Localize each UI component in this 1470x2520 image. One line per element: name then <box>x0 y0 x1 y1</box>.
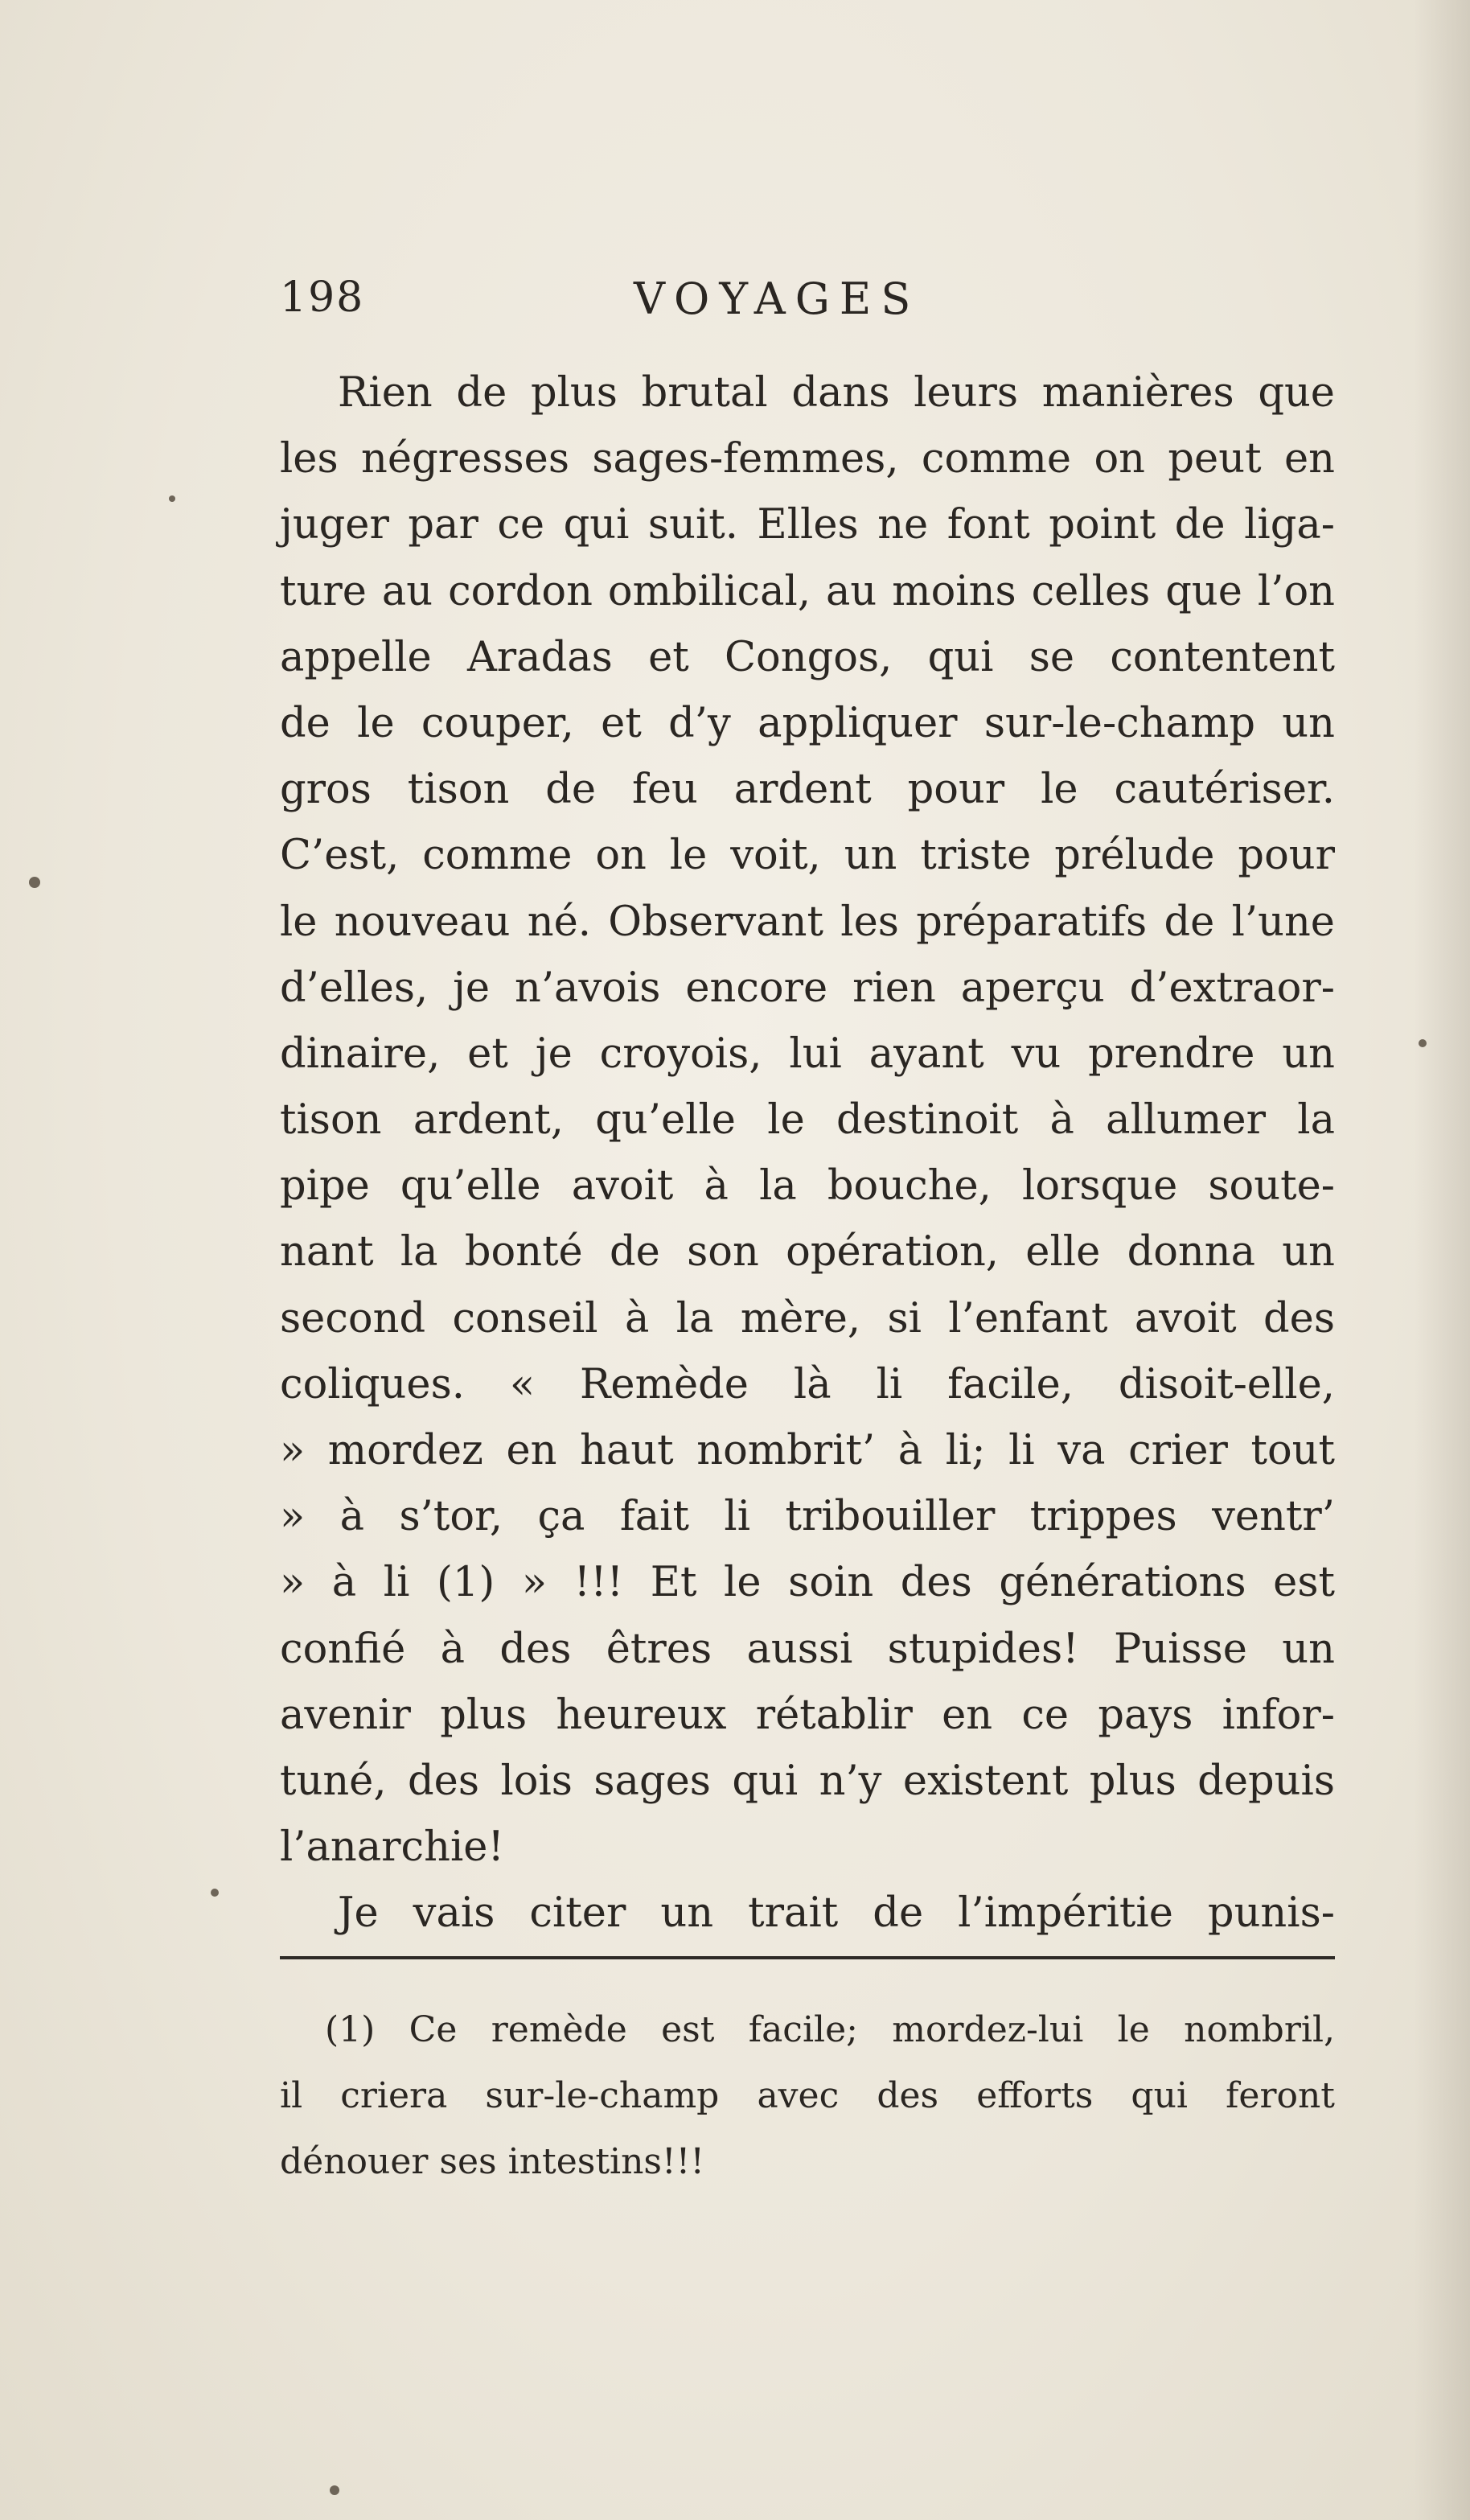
body-line: C’est, comme on le voit, un triste prélude pour <box>280 832 1335 880</box>
body-line: avenir plus heureux rétablir en ce pays infor- <box>280 1691 1335 1739</box>
body-line: confié à des êtres aussi stupides! Puisse un <box>280 1625 1335 1673</box>
footnote-line: (1) Ce remède est facile; mordez-lui le nombril, <box>325 2009 1335 2050</box>
page-number: 198 <box>280 273 365 322</box>
footnote <box>280 2001 1335 2200</box>
page-edge-shadow <box>1414 0 1470 2520</box>
body-line: second conseil à la mère, si l’enfant avoit des <box>280 1294 1335 1342</box>
paper-speck <box>1419 1039 1427 1047</box>
body-line: gros tison de feu ardent pour le cautériser. <box>280 766 1335 814</box>
body-line: Rien de plus brutal dans leurs manières que <box>338 369 1335 417</box>
paper-speck <box>29 877 40 888</box>
body-line: l’anarchie! <box>280 1823 504 1872</box>
paper-speck <box>211 1889 219 1897</box>
body-line: d’elles, je n’avois encore rien aperçu d’extraor- <box>280 964 1335 1012</box>
paper-speck <box>330 2485 339 2495</box>
body-line: tuné, des lois sages qui n’y existent plus depuis <box>280 1757 1335 1805</box>
body-line: les négresses sages-femmes, comme on peut en <box>280 435 1335 483</box>
body-line: » mordez en haut nombrit’ à li; li va crier tout <box>280 1427 1335 1474</box>
body-line: » à s’tor, ça fait li tribouiller trippes ventr’ <box>280 1493 1335 1541</box>
body-line: coliques. « Remède là li facile, disoit-elle, <box>280 1360 1335 1408</box>
body-line: ture au cordon ombilical, au moins celles que l’on <box>280 567 1335 615</box>
body-line: le nouveau né. Observant les préparatifs de l’une <box>280 898 1335 946</box>
body-line: » à li (1) » !!! Et le soin des générations est <box>280 1559 1335 1607</box>
body-line: Je vais citer un trait de l’impéritie punis- <box>338 1889 1335 1938</box>
paper-speck <box>169 495 175 502</box>
page-header <box>280 273 1335 346</box>
footnote-rule <box>280 1956 1335 1959</box>
running-title: VOYAGES <box>634 273 921 324</box>
footnote-line: il criera sur-le-champ avec des efforts qui feront <box>280 2075 1335 2117</box>
body-line: appelle Aradas et Congos, qui se contentent <box>280 633 1335 681</box>
body-line: nant la bonté de son opération, elle donna un <box>280 1228 1335 1276</box>
body-line: tison ardent, qu’elle le destinoit à allumer la <box>280 1096 1335 1145</box>
body-line: de le couper, et d’y appliquer sur-le-champ un <box>280 699 1335 747</box>
body-line: pipe qu’elle avoit à la bouche, lorsque soute- <box>280 1162 1335 1211</box>
body-line: juger par ce qui suit. Elles ne font point de liga- <box>280 501 1335 549</box>
body-text <box>280 360 1335 1947</box>
footnote-line: dénouer ses intestins!!! <box>280 2141 705 2183</box>
body-line: dinaire, et je croyois, lui ayant vu prendre un <box>280 1030 1335 1078</box>
